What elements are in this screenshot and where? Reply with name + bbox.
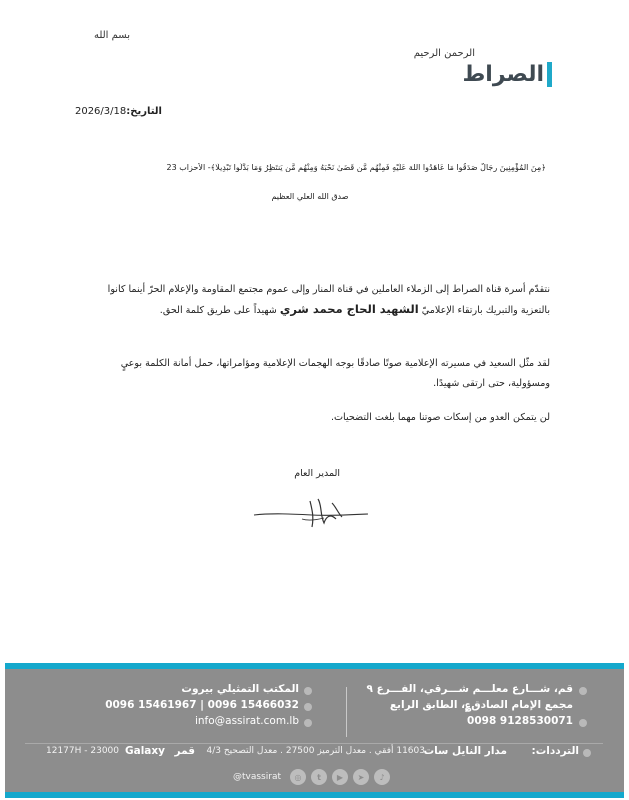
rahman-text: الرحمن الرحيم [413,48,475,59]
sadaq-text: صدق الله العلي العظيم [271,192,349,201]
twitter-icon[interactable]: t [311,769,327,785]
tiktok-icon[interactable]: ♪ [374,769,390,785]
date-label: التاريخ: [126,106,162,117]
telegram-icon[interactable]: ➤ [353,769,369,785]
paragraph-closing: لن يتمكن العدو من إسكات صوتنا مهما بلغت التضحيات. [330,412,550,423]
paragraph-tribute: لقد مثّل السعيد في مسيرته الإعلامية صوتًا صادقًا بوجه الهجمات الإعلامية ومؤامراتها، حمل أمانة الكلمة بوعيٍ ومسؤولية، حتى ارتقى شهيدًا. [120,358,550,389]
email-address[interactable]: info@assirat.com.lb [194,715,299,727]
location-icon [304,687,312,695]
galaxy-details: 12177H - 23000 [46,746,119,756]
social-handle: @tvassirat [233,772,281,782]
basmala-text: بسم الله [93,30,130,41]
phone-icon [304,703,312,711]
qom-phone: 0098 9128530071 [467,715,573,727]
qom-address-line-2: مجمع الإمام الصادق؏، الطابق الرابع [389,699,573,711]
beirut-phones: 0096 15461967 | 0096 15466032 [105,699,299,711]
beirut-office-title: المكتب التمثيلي بيروت [181,683,299,695]
satellite-icon [583,749,591,757]
galaxy-label: قمر [174,745,195,757]
qom-address-line-1: قم، شـــارع معلـــم شـــرقي، الفـــرع ٩ [366,683,573,695]
director-title: المدير العام [294,468,340,479]
paragraph-1-part-1: نتقدّم أسرة قناة الصراط إلى الزملاء العاملين في قناة المنار وإلى عموم مجتمع المقاومة والإعلام الحرّ أينما كانوا بالتعزية والتبريك بارتقاء الإعلاميّ [107,284,550,316]
signature-image [252,495,370,533]
paragraph-condolence [78,280,550,320]
date-row [72,106,162,117]
paragraph-1-part-2: شهيداً على طريق كلمة الحق. [159,304,280,316]
assirat-logo [462,62,554,90]
logo-accent-bar [547,62,552,87]
instagram-icon[interactable]: ◎ [290,769,306,785]
galaxy-name: Galaxy [124,745,165,757]
logo-text: الصراط [462,62,544,87]
nilesat-details: 11603 أفقي . معدل الترميز 27500 . معدل التصحيح 4/3 [206,746,425,756]
phone-icon [579,719,587,727]
email-icon [304,719,312,727]
nilesat-label: مدار النايل سات [423,745,507,757]
footer-divider [346,687,347,737]
social-links [233,769,390,785]
quran-verse: ﴿مِنَ الْمُؤْمِنِينَ رِجَالٌ صَدَقُوا مَا عَاهَدُوا اللَّهَ عَلَيْهِ فَمِنْهُم مَّن قَضَىٰ نَحْبَهُ وَمِنْهُم مَّن يَنتَظِرُ وَمَا بَدَّلُوا تَبْدِيلًا﴾- الأحزاب 23 [166,163,546,172]
footer-accent-bottom [5,792,624,798]
location-icon [579,687,587,695]
footer-separator [25,743,603,744]
youtube-icon[interactable]: ▶ [332,769,348,785]
date-value: 2026/3/18 [74,106,127,117]
martyr-name: الشهيد الحاج محمد شري [279,301,419,316]
frequencies-label: الترددات: [531,745,579,757]
